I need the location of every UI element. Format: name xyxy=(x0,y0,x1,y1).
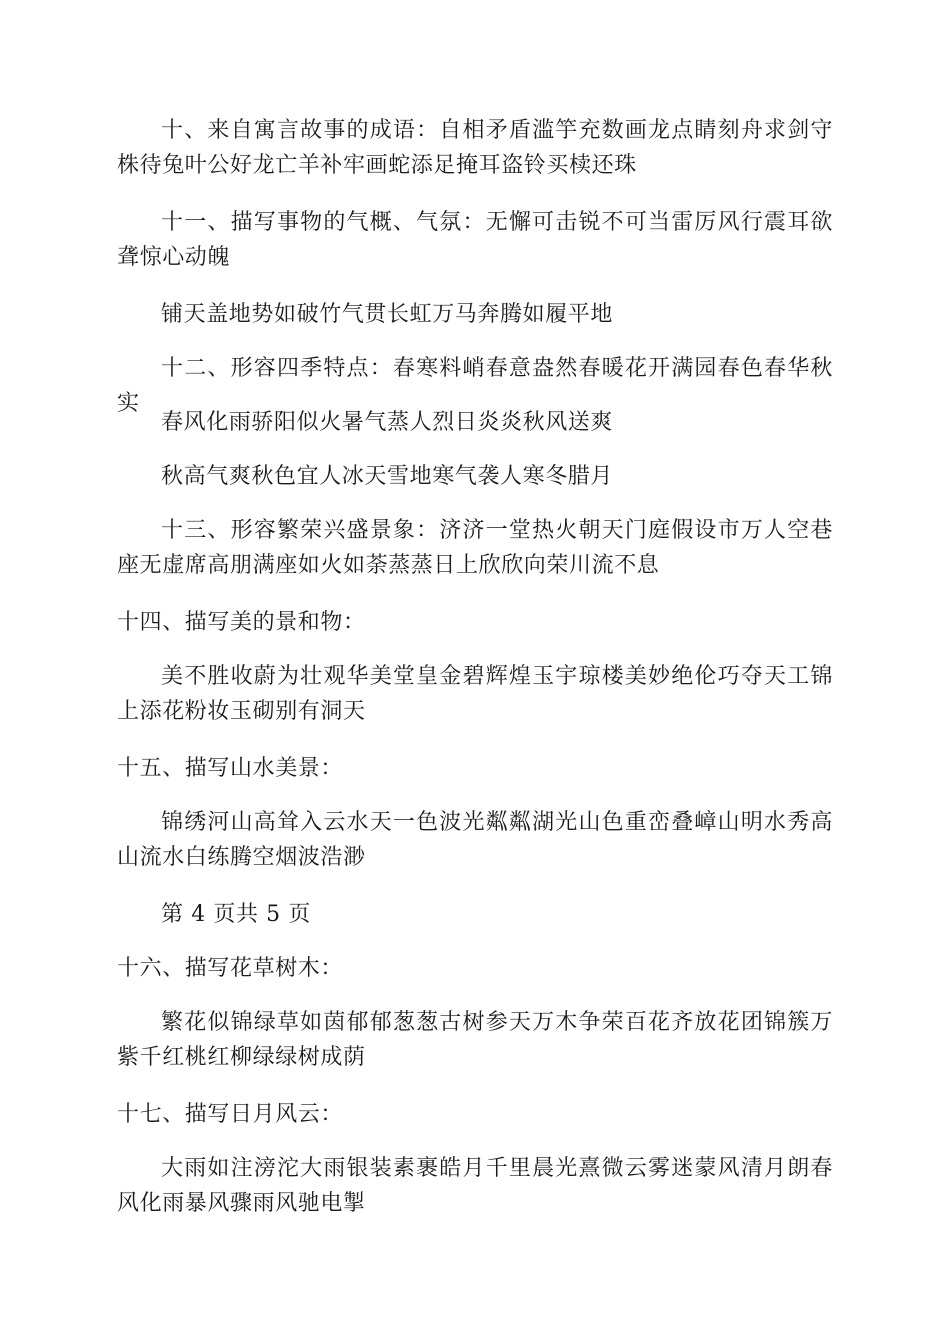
section-heading-plants: 十六、描写花草树木： xyxy=(117,956,344,981)
paragraph-season-idioms-cont-2: 秋高气爽秋色宜人冰天雪地寒气袭人寒冬腊月 xyxy=(161,464,614,489)
paragraph-prosperity-idioms: 十三、形容繁荣兴盛景象：济济一堂热火朝天门庭假设市万人空巷座无虚席高朋满座如火如荼蒸蒸日上欣欣向荣川流不息 xyxy=(117,518,833,578)
paragraph-beauty-idioms: 美不胜收蔚为壮观华美堂皇金碧辉煌玉宇琼楼美妙绝伦巧夺天工锦上添花粉妆玉砌别有洞天 xyxy=(117,664,833,724)
page-number: 第 4 页共 5 页 xyxy=(161,902,311,927)
paragraph-landscape-idioms: 锦绣河山高耸入云水天一色波光粼粼湖光山色重峦叠嶂山明水秀高山流水白练腾空烟波浩渺 xyxy=(117,810,833,870)
paragraph-season-idioms-cont-1: 春风化雨骄阳似火暑气蒸人烈日炎炎秋风送爽 xyxy=(161,410,614,435)
paragraph-atmosphere-idioms-cont: 铺天盖地势如破竹气贯长虹万马奔腾如履平地 xyxy=(161,302,614,327)
paragraph-plant-idioms: 繁花似锦绿草如茵郁郁葱葱古树参天万木争荣百花齐放花团锦簇万紫千红桃红柳绿绿树成荫 xyxy=(117,1010,833,1070)
paragraph-weather-idioms: 大雨如注滂沱大雨银装素裹皓月千里晨光熹微云雾迷蒙风清月朗春风化雨暴风骤雨风驰电掣 xyxy=(117,1156,833,1216)
paragraph-season-idioms: 十二、形容四季特点：春寒料峭春意盎然春暖花开满园春色春华秋实 xyxy=(117,356,833,416)
paragraph-atmosphere-idioms: 十一、描写事物的气概、气氛：无懈可击锐不可当雷厉风行震耳欲聋惊心动魄 xyxy=(117,210,833,270)
section-heading-beauty: 十四、描写美的景和物： xyxy=(117,610,366,635)
section-heading-weather: 十七、描写日月风云： xyxy=(117,1102,344,1127)
section-heading-landscape: 十五、描写山水美景： xyxy=(117,756,344,781)
paragraph-fable-idioms: 十、来自寓言故事的成语：自相矛盾滥竽充数画龙点睛刻舟求剑守株待兔叶公好龙亡羊补牢画蛇添足掩耳盗铃买椟还珠 xyxy=(117,118,833,178)
